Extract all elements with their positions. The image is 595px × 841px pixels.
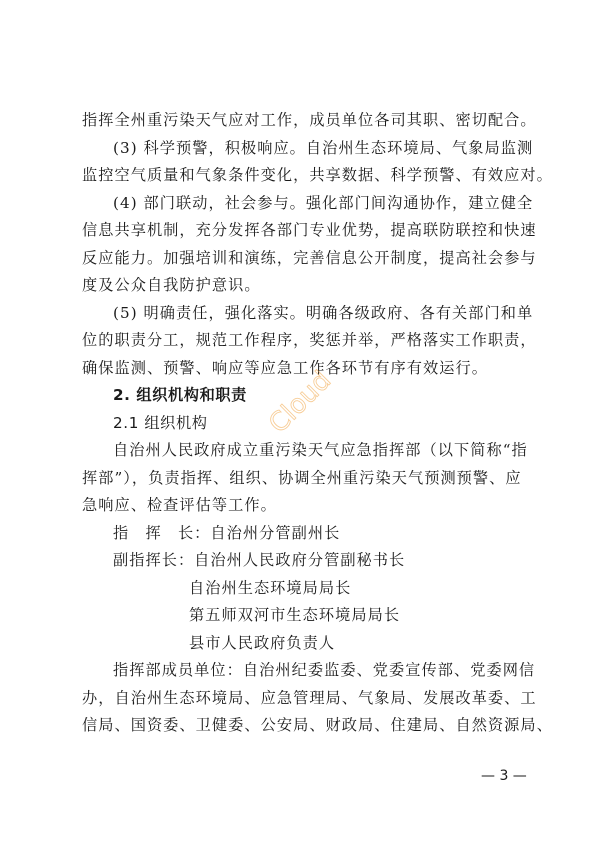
body-line-12: 挥部”），负责指挥、组织、协调全州重污染天气预测预警、应	[82, 469, 522, 487]
body-line-9: 位的职责分工，规范工作程序，奖惩并举，严格落实工作职责，	[82, 331, 537, 349]
body-line-11: 自治州人民政府成立重污染天气应急指挥部（以下简称“指	[113, 441, 528, 459]
body-line-7: 度及公众自我防护意识。	[82, 276, 261, 294]
body-line-3: 监控空气质量和气象条件变化，共享数据、科学预警、有效应对。	[82, 166, 553, 184]
body-line-8: (5) 明确责任，强化落实。明确各级政府、各有关部门和单	[113, 304, 534, 322]
body-line-14: 指挥部成员单位：自治州纪委监委、党委宣传部、党委网信	[113, 661, 536, 679]
page-number: — 3 —	[481, 768, 527, 784]
deputy-commander-item-3: 第五师双河市生态环境局局长	[189, 606, 401, 624]
body-line-16: 信局、国资委、卫健委、公安局、财政局、住建局、自然资源局、	[82, 716, 553, 734]
body-line-13: 急响应、检查评估等工作。	[82, 496, 277, 514]
deputy-commander-line: 副指挥长：自治州人民政府分管副秘书长	[113, 551, 406, 569]
watermark-text: Cloud	[263, 365, 338, 440]
body-line-10: 确保监测、预警、响应等应急工作各环节有序有效运行。	[82, 359, 488, 377]
section-heading: 2. 组织机构和职责	[113, 386, 247, 404]
deputy-commander-item-4: 县市人民政府负责人	[189, 634, 336, 652]
commander-line: 指 挥 长：自治州分管副州长	[113, 524, 341, 542]
body-line-1: 指挥全州重污染天气应对工作，成员单位各司其职、密切配合。	[82, 111, 537, 129]
body-line-6: 反应能力。加强培训和演练，完善信息公开制度，提高社会参与	[82, 249, 537, 267]
subsection-heading: 2.1 组织机构	[113, 414, 208, 432]
body-line-5: 信息共享机制，充分发挥各部门专业优势，提高联防联控和快速	[82, 221, 537, 239]
body-line-2: (3) 科学预警，积极响应。自治州生态环境局、气象局监测	[113, 139, 534, 157]
deputy-commander-item-2: 自治州生态环境局局长	[189, 579, 352, 597]
body-line-15: 办，自治州生态环境局、应急管理局、气象局、发展改革委、工	[82, 689, 537, 707]
body-line-4: (4) 部门联动，社会参与。强化部门间沟通协作，建立健全	[113, 194, 534, 212]
